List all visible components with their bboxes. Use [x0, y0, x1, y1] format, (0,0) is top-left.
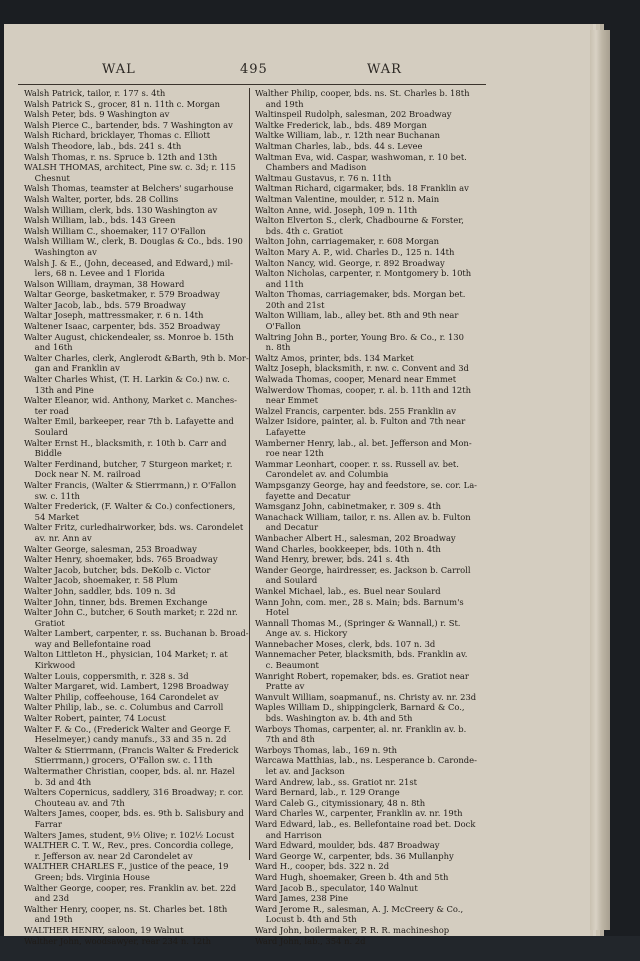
directory-line: and Decatur [255, 522, 319, 533]
directory-line: Walter Fritz, curledhairworker, bds. ws. Carondelet [24, 522, 244, 533]
directory-line: Waltman Valentine, moulder, r. 512 n. Main [255, 193, 440, 204]
directory-line: Ward Caleb G., citymissionary, 48 n. 8th [255, 797, 426, 808]
directory-line: Walter Ferdinand, butcher, 7 Sturgeon market; r. [24, 458, 233, 469]
directory-line: Walsh Thomas, teamster at Belchers' sugarhouse [24, 183, 234, 194]
header-left-guide-word: WAL [102, 62, 136, 77]
directory-line: Walter Louis, coppersmith, r. 328 s. 3d [24, 670, 189, 681]
directory-line: Walther Henry, cooper, ns. St. Charles bet. 18th [24, 903, 228, 914]
directory-line: Walsh William, lab., bds. 143 Green [24, 215, 176, 226]
directory-line: O'Fallon [255, 321, 301, 332]
directory-line: WALSH THOMAS, architect, Pine sw. c. 3d; r. 115 [24, 162, 236, 173]
directory-line: Walwada Thomas, cooper, Menard near Emmet [255, 374, 457, 385]
directory-line: Ward Jerome R., salesman, A. J. McCreery & Co., [255, 903, 464, 914]
directory-line: Walsh Richard, bricklayer, Thomas c. Elliott [24, 130, 211, 141]
header-rule [18, 84, 486, 85]
directory-line: Green; bds. Virginia House [24, 871, 150, 882]
directory-line: Chesnut [24, 172, 70, 183]
directory-line: Warcawa Matthias, lab., ns. Lesperance b. Caronde- [255, 755, 477, 766]
directory-line: Walton Nicholas, carpenter, r. Montgomery b. 10th [255, 268, 472, 279]
directory-line: Warboys Thomas, carpenter, al. nr. Franklin av. b. [255, 723, 467, 734]
directory-line: 7th and 8th [255, 734, 315, 745]
directory-line: Walsh William, clerk, bds. 130 Washington av [24, 204, 218, 215]
directory-line: Waltke William, lab., r. 12th near Buchanan [255, 130, 440, 141]
directory-line: and 19th [24, 914, 73, 925]
directory-line: bds. Washington av. b. 4th and 5th [255, 713, 413, 724]
directory-line: WALTHER CHARLES F., justice of the peace, 19 [24, 861, 229, 872]
directory-line: Farrar [24, 818, 62, 829]
page-edges [590, 30, 610, 930]
directory-line: c. Beaumont [255, 660, 319, 671]
directory-line: Wander George, hairdresser, es. Jackson b. Carroll [255, 564, 471, 575]
directory-line: Walsh William C., shoemaker, 117 O'Fallon [24, 225, 206, 236]
directory-line: Waltman Richard, cigarmaker, bds. 18 Franklin av [255, 183, 469, 194]
directory-line: Washington av [24, 246, 97, 257]
directory-line: Heselmeyer,) candy manufs., 33 and 35 n. 2d [24, 734, 227, 745]
directory-line: Walsh J. & E., (John, deceased, and Edward,) mil- [24, 257, 233, 268]
directory-line: sw. c. 11th [24, 490, 80, 501]
directory-line: Walters Copernicus, saddlery, 316 Broadway; r. cor. [24, 787, 244, 798]
directory-line: Waltmau Gustavus, r. 76 n. 11th [255, 172, 392, 183]
directory-line: Walter Ernst H., blacksmith, r. 10th b. Carr and [24, 437, 227, 448]
directory-line: Ward Andrew, lab., ss. Gratiot nr. 21st [255, 776, 418, 787]
directory-line: Walzer Isidore, painter, al. b. Fulton and 7th near [255, 416, 466, 427]
directory-line: Warboys Thomas, lab., 169 n. 9th [255, 744, 398, 755]
directory-line: Walsh William W., clerk, B. Douglas & Co., bds. 190 [24, 236, 243, 247]
directory-line: gan and Franklin av [24, 363, 120, 374]
directory-line: Walter & Stierrmann, (Francis Walter & Frederick [24, 744, 239, 755]
directory-line: and 16th [24, 342, 73, 353]
directory-line: Gratiot [24, 617, 65, 628]
directory-line: Ward George W., carpenter, bds. 36 Mullanphy [255, 850, 454, 861]
directory-line: Wammar Leonhart, cooper. r. ss. Russell av. bet. [255, 458, 459, 469]
directory-line: Walson William, drayman, 38 Howard [24, 278, 185, 289]
directory-line: Wannemacher Peter, blacksmith, bds. Franklin av. [255, 649, 468, 660]
directory-line: Waltman Charles, lab., bds. 44 s. Levee [255, 140, 423, 151]
directory-line: Waltener Isaac, carpenter, bds. 352 Broadway [24, 321, 221, 332]
directory-line: Walton Elverton S., clerk, Chadbourne & Forster, [255, 215, 464, 226]
directory-line: Waltke Frederick, lab., bds. 489 Morgan [255, 119, 427, 130]
directory-line: Ward John, boilermaker, P. R. R. machineshop [255, 924, 450, 935]
directory-line: Waltar George, basketmaker, r. 579 Broadway [24, 289, 220, 300]
directory-line: Walter Jacob, shoemaker, r. 58 Plum [24, 575, 178, 586]
directory-line: Ward John, lab., 354 n. 2d [255, 935, 366, 946]
directory-line: Walton John, carriagemaker, r. 608 Morgan [255, 236, 440, 247]
directory-line: av. nr. Ann av [24, 532, 92, 543]
directory-line: Walter John C., butcher, 6 South market; r. 22d nr. [24, 607, 238, 618]
directory-line: Walzel Francis, carpenter. bds. 255 Franklin av [255, 405, 456, 416]
directory-line: Walter Jacob, butcher, bds. DeKolb c. Victor [24, 564, 211, 575]
directory-line: fayette and Decatur [255, 490, 351, 501]
directory-line: Ward Jacob B., speculator, 140 Walnut [255, 882, 418, 893]
directory-line: Walther George, cooper, res. Franklin av. bet. 22d [24, 882, 237, 893]
directory-line: Pratte av [255, 681, 305, 692]
directory-line: Wannall Thomas M., (Springer & Wannall,) r. St. [255, 617, 461, 628]
directory-line: Ward Charles W., carpenter, Franklin av. nr. 19th [255, 808, 463, 819]
directory-line: Lafayette [255, 427, 306, 437]
directory-line: Hotel [255, 607, 289, 618]
directory-line: 13th and Pine [24, 384, 94, 395]
directory-line: Walsh Thomas, r. ns. Spruce b. 12th and 13th [24, 151, 218, 162]
directory-line: Ward Hugh, shoemaker, Green b. 4th and 5th [255, 871, 449, 882]
directory-line: Walter Henry, shoemaker, bds. 765 Broadway [24, 554, 218, 565]
directory-line: Walton Anne, wid. Joseph, 109 n. 11th [255, 204, 418, 215]
directory-line: Wann John, com. mer., 28 s. Main; bds. Barnum's [255, 596, 464, 607]
directory-line: Locust b. 4th and 5th [255, 914, 357, 925]
directory-line: Wamsganz John, cabinetmaker, r. 309 s. 4th [255, 501, 442, 512]
directory-line: Wanright Robert, ropemaker, bds. es. Gratiot near [255, 670, 469, 681]
directory-line: Soulard [24, 427, 68, 437]
directory-line: Walters James, student, 9½ Olive; r. 102½ Locust [24, 829, 235, 840]
directory-line: WALTHER C. T. W., Rev., pres. Concordia college, [24, 840, 234, 851]
directory-line: Walter Francis, (Walter & Stierrmann,) r. O'Fallon [24, 479, 237, 490]
directory-line: near Emmet [255, 395, 318, 406]
directory-line: Walter Charles, clerk, Anglerodt &Barth, 9th b. Mor- [24, 352, 249, 363]
directory-line: Chouteau av. and 7th [24, 797, 125, 808]
directory-line: Ward Bernard, lab., r. 129 Orange [255, 787, 400, 798]
directory-line: roe near 12th [255, 448, 324, 459]
directory-line: Waltinspeil Rudolph, salesman, 202 Broadway [255, 109, 452, 120]
directory-line: Walter Lambert, carpenter, r. ss. Buchanan b. Broad- [24, 628, 249, 639]
directory-line: Walter John, saddler, bds. 109 n. 3d [24, 585, 176, 596]
directory-line: Waples William D., shippingclerk, Barnard & Co., [255, 702, 465, 713]
running-header [22, 62, 482, 80]
directory-line: Ward Edward, moulder, bds. 487 Broadway [255, 840, 440, 851]
directory-line: r. Jefferson av. near 2d Carondelet av [24, 850, 193, 861]
directory-line: Dock near N. M. railroad [24, 469, 141, 480]
directory-line: way and Bellefontaine road [24, 638, 152, 649]
directory-line: Walsh Pierce C., bartender, bds. 7 Washington av [24, 119, 233, 130]
directory-line: Walter Robert, painter, 74 Locust [24, 713, 166, 724]
directory-line: b. 3d and 4th [24, 776, 92, 787]
directory-line: and 11th [255, 278, 304, 289]
directory-line: Walter F. & Co., (Frederick Walter and George F. [24, 723, 232, 734]
directory-line: Wand Henry, brewer, bds. 241 s. 4th [255, 554, 410, 565]
directory-line: and Soulard [255, 575, 318, 586]
directory-line: Wand Charles, bookkeeper, bds. 10th n. 4th [255, 543, 441, 554]
right-column [255, 88, 491, 946]
directory-line: Walter Jacob, lab., bds. 579 Broadway [24, 299, 186, 310]
directory-line: WALTHER HENRY, saloon, 19 Walnut [24, 924, 184, 935]
directory-line: let av. and Jackson [255, 766, 345, 776]
directory-line: Walther John, woodsawyer, rear 234 n. 12th [24, 935, 212, 946]
directory-line: Ange av. s. Hickory [255, 628, 348, 639]
directory-line: Ward James, 238 Pine [255, 893, 349, 904]
directory-line: Waltar Joseph, mattressmaker, r. 6 n. 14th [24, 310, 204, 321]
directory-line: Wanachack William, tailor, r. ns. Allen av. b. Fulton [255, 511, 471, 522]
directory-line: ter road [24, 405, 70, 416]
directory-line: Wamberner Henry, lab., al. bet. Jefferson and Mon- [255, 437, 472, 448]
directory-line: Ward Edward, lab., es. Bellefontaine road bet. Dock [255, 818, 476, 829]
directory-line: Walter George, salesman, 253 Broadway [24, 543, 197, 554]
directory-line: Walwerdow Thomas, cooper, r. al. b. 11th and 12th [255, 384, 471, 395]
directory-line: lers, 68 n. Levee and 1 Florida [24, 268, 165, 279]
directory-line: Waltman Eva, wid. Caspar, washwoman, r. 10 bet. [255, 151, 467, 162]
directory-line: Walter Philip, lab., se. c. Columbus and Carroll [24, 702, 224, 713]
directory-line: Walter John, tinner, bds. Bremen Exchange [24, 596, 208, 607]
directory-line: Walton Thomas, carriagemaker, bds. Morgan bet. [255, 289, 466, 300]
directory-line: Walton Mary A. P., wid. Charles D., 125 n. 14th [255, 246, 455, 257]
directory-line: Waltz Joseph, blacksmith, r. nw. c. Convent and 3d [255, 363, 469, 374]
directory-line: Walsh Walter, porter, bds. 28 Collins [24, 193, 179, 204]
directory-line: Walsh Peter, bds. 9 Washington av [24, 109, 170, 120]
directory-line: Wanbacher Albert H., salesman, 202 Broadway [255, 532, 456, 543]
directory-line: Walter Charles Whist, (T. H. Larkin & Co.) nw. c. [24, 374, 230, 385]
directory-line: Walter Frederick, (F. Walter & Co.) confectioners, [24, 501, 236, 512]
directory-line: Walter August, chickendealer, ss. Monroe b. 15th [24, 331, 234, 342]
directory-line: Waltermather Christian, cooper, bds. al. nr. Hazel [24, 766, 235, 776]
directory-line: 20th and 21st [255, 299, 325, 310]
directory-line: Walton Littleton H., physician, 104 Market; r. at [24, 649, 228, 660]
directory-line: and Harrison [255, 829, 322, 840]
directory-line: Kirkwood [24, 660, 76, 671]
directory-line: bds. 4th c. Gratiot [255, 225, 343, 236]
directory-line: Walsh Patrick S., grocer, 81 n. 11th c. Morgan [24, 98, 221, 109]
directory-line: Walton Nancy, wid. George, r. 892 Broadway [255, 257, 445, 268]
directory-line: 54 Market [24, 511, 79, 522]
directory-line: Waltring John B., porter, Young Bro. & Co., r. 130 [255, 331, 464, 342]
directory-line: Chambers and Madison [255, 162, 367, 173]
directory-line: Ward H., cooper, bds. 322 n. 2d [255, 861, 390, 872]
directory-line: Stierrmann,) grocers, O'Fallon sw. c. 11th [24, 755, 213, 766]
directory-line: Carondelet av. and Columbia [255, 469, 389, 480]
directory-line: Wankel Michael, lab., es. Buel near Soulard [255, 585, 441, 596]
directory-line: Walther Philip, cooper, bds. ns. St. Charles b. 18th [255, 88, 470, 98]
directory-line: Walsh Patrick, tailor, r. 177 s. 4th [24, 88, 166, 98]
left-column [24, 88, 252, 946]
directory-line: Walters James, cooper, bds. es. 9th b. Salisbury and [24, 808, 244, 819]
directory-line: n. 8th [255, 342, 291, 353]
directory-line: Walter Emil, barkeeper, rear 7th b. Lafayette and [24, 416, 234, 427]
directory-line: Wannebacher Moses, clerk, bds. 107 n. 3d [255, 638, 436, 649]
directory-line: Walsh Theodore, lab., bds. 241 s. 4th [24, 140, 182, 151]
header-right-guide-word: WAR [367, 62, 402, 77]
directory-line: Biddle [24, 448, 62, 459]
directory-line: and 23d [24, 893, 70, 904]
directory-line: Waltz Amos, printer, bds. 134 Market [255, 352, 414, 363]
directory-line: Wampsganzy George, hay and feedstore, se. cor. La- [255, 479, 478, 490]
directory-line: Walton William, lab., alley bet. 8th and 9th near [255, 310, 459, 321]
page-number: 495 [240, 62, 268, 77]
directory-line: Walter Margaret, wid. Lambert, 1298 Broadway [24, 681, 229, 692]
directory-line: and 19th [255, 98, 304, 109]
directory-line: Walter Philip, coffeehouse, 164 Carondelet av [24, 691, 219, 702]
directory-line: Wanvult William, soapmanuf., ns. Christy av. nr. 23d [255, 691, 477, 702]
directory-line: Walter Eleanor, wid. Anthony, Market c. Manches- [24, 395, 238, 406]
